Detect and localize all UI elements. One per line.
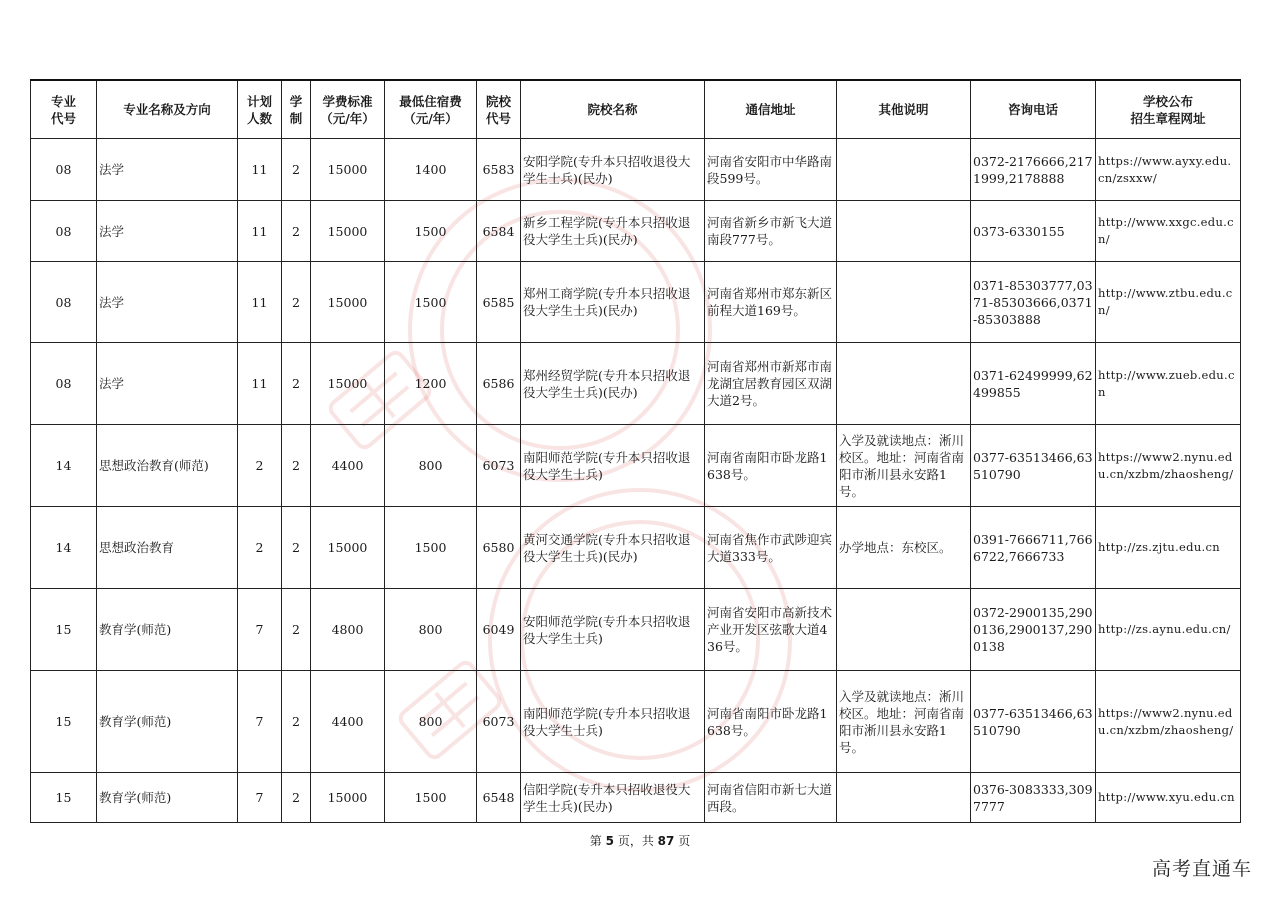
plan-count-cell: 2: [238, 425, 282, 507]
table-body: [31, 139, 1241, 823]
current-page: 5: [605, 834, 614, 848]
school-name-cell: 新乡工程学院(专升本只招收退役大学生士兵)(民办): [521, 201, 705, 262]
note-cell: 办学地点：东校区。: [837, 507, 971, 589]
duration-cell: 2: [282, 139, 311, 201]
footer-prefix: 第: [589, 834, 602, 848]
duration-cell: 2: [282, 425, 311, 507]
header-row: [31, 80, 1241, 139]
school-name-cell: 安阳师范学院(专升本只招收退役大学生士兵): [521, 589, 705, 671]
column-header: [521, 80, 705, 139]
lodging-fee-cell: 1500: [385, 262, 477, 343]
school-code-cell: 6049: [477, 589, 521, 671]
table-row: [31, 671, 1241, 773]
phone-cell: 0371-62499999,62499855: [971, 343, 1096, 425]
school-code-cell: 6073: [477, 425, 521, 507]
total-pages: 87: [657, 834, 675, 848]
header-line: （元/年）: [320, 110, 375, 126]
phone-cell: 0377-63513466,63510790: [971, 425, 1096, 507]
lodging-fee-cell: 1500: [385, 201, 477, 262]
school-name-cell: 信阳学院(专升本只招收退役大学生士兵)(民办): [521, 773, 705, 823]
school-code-cell: 6073: [477, 671, 521, 773]
note-cell: [837, 139, 971, 201]
note-cell: 入学及就读地点：淅川校区。地址：河南省南阳市淅川县永安路1号。: [837, 425, 971, 507]
header-line: （元/年）: [403, 110, 458, 126]
note-cell: [837, 773, 971, 823]
tuition-cell: 15000: [311, 262, 385, 343]
header-line: 院校名称: [587, 102, 638, 117]
major-name-cell: 思想政治教育(师范): [97, 425, 238, 507]
header-line: 招生章程网址: [1130, 110, 1206, 126]
major-name-cell: 法学: [97, 139, 238, 201]
lodging-fee-cell: 800: [385, 425, 477, 507]
column-header: [837, 80, 971, 139]
duration-cell: 2: [282, 201, 311, 262]
school-code-cell: 6584: [477, 201, 521, 262]
plan-count-cell: 11: [238, 262, 282, 343]
column-header: [1096, 80, 1241, 139]
header-line: 学校公布: [1142, 93, 1193, 109]
duration-cell: 2: [282, 262, 311, 343]
plan-count-cell: 7: [238, 671, 282, 773]
address-cell: 河南省安阳市高新技术产业开发区弦歌大道436号。: [705, 589, 837, 671]
tuition-cell: 4400: [311, 671, 385, 773]
column-header: [971, 80, 1096, 139]
note-cell: [837, 262, 971, 343]
url-cell: http://zs.aynu.edu.cn/: [1096, 589, 1241, 671]
phone-cell: 0377-63513466,63510790: [971, 671, 1096, 773]
lodging-fee-cell: 800: [385, 671, 477, 773]
major-code-cell: 08: [31, 343, 97, 425]
major-code-cell: 14: [31, 425, 97, 507]
major-code-cell: 15: [31, 589, 97, 671]
url-cell: https://www2.nynu.edu.cn/xzbm/zhaosheng/: [1096, 425, 1241, 507]
header-line: 专业: [50, 93, 76, 109]
lodging-fee-cell: 1500: [385, 507, 477, 589]
address-cell: 河南省郑州市新郑市南龙湖宜居教育园区双湖大道2号。: [705, 343, 837, 425]
header-line: 其他说明: [878, 102, 929, 117]
header-line: 学: [289, 93, 303, 109]
school-name-cell: 安阳学院(专升本只招收退役大学生士兵)(民办): [521, 139, 705, 201]
table-row: [31, 262, 1241, 343]
school-code-cell: 6580: [477, 507, 521, 589]
column-header: [311, 80, 385, 139]
phone-cell: 0373-6330155: [971, 201, 1096, 262]
note-cell: [837, 589, 971, 671]
header-line: 咨询电话: [1007, 102, 1058, 117]
major-name-cell: 法学: [97, 343, 238, 425]
plan-count-cell: 11: [238, 201, 282, 262]
tuition-cell: 15000: [311, 139, 385, 201]
tuition-cell: 15000: [311, 773, 385, 823]
url-cell: http://www.xyu.edu.cn: [1096, 773, 1241, 823]
phone-cell: 0376-3083333,3097777: [971, 773, 1096, 823]
address-cell: 河南省南阳市卧龙路1638号。: [705, 425, 837, 507]
header-line: 学费标准: [322, 93, 373, 109]
major-code-cell: 08: [31, 139, 97, 201]
major-name-cell: 法学: [97, 201, 238, 262]
table-row: [31, 589, 1241, 671]
header-line: 专业名称及方向: [123, 102, 211, 117]
tuition-cell: 15000: [311, 507, 385, 589]
header-line: 代号: [50, 110, 76, 126]
duration-cell: 2: [282, 507, 311, 589]
major-name-cell: 教育学(师范): [97, 671, 238, 773]
footer-suffix: 页: [678, 834, 691, 848]
column-header: [477, 80, 521, 139]
tuition-cell: 15000: [311, 343, 385, 425]
column-header: [97, 80, 238, 139]
header-line: 院校: [485, 93, 511, 109]
address-cell: 河南省信阳市新七大道西段。: [705, 773, 837, 823]
school-name-cell: 南阳师范学院(专升本只招收退役大学生士兵): [521, 425, 705, 507]
column-header: [385, 80, 477, 139]
phone-cell: 0371-85303777,0371-85303666,0371-85303888: [971, 262, 1096, 343]
tuition-cell: 4800: [311, 589, 385, 671]
address-cell: 河南省南阳市卧龙路1638号。: [705, 671, 837, 773]
note-cell: [837, 201, 971, 262]
plan-count-cell: 7: [238, 773, 282, 823]
plan-count-cell: 11: [238, 343, 282, 425]
url-cell: https://www2.nynu.edu.cn/xzbm/zhaosheng/: [1096, 671, 1241, 773]
duration-cell: 2: [282, 773, 311, 823]
duration-cell: 2: [282, 671, 311, 773]
table-row: [31, 773, 1241, 823]
url-cell: http://www.xxgc.edu.cn/: [1096, 201, 1241, 262]
column-header: [705, 80, 837, 139]
duration-cell: 2: [282, 589, 311, 671]
footer-middle: 页，共: [617, 834, 654, 848]
school-code-cell: 6586: [477, 343, 521, 425]
header-line: 通信地址: [745, 102, 796, 117]
major-code-cell: 08: [31, 262, 97, 343]
tuition-cell: 15000: [311, 201, 385, 262]
school-name-cell: 黄河交通学院(专升本只招收退役大学生士兵)(民办): [521, 507, 705, 589]
address-cell: 河南省焦作市武陟迎宾大道333号。: [705, 507, 837, 589]
table-row: [31, 201, 1241, 262]
major-name-cell: 教育学(师范): [97, 773, 238, 823]
major-code-cell: 15: [31, 773, 97, 823]
major-code-cell: 08: [31, 201, 97, 262]
major-name-cell: 思想政治教育: [97, 507, 238, 589]
plan-count-cell: 7: [238, 589, 282, 671]
major-name-cell: 法学: [97, 262, 238, 343]
school-code-cell: 6583: [477, 139, 521, 201]
lodging-fee-cell: 800: [385, 589, 477, 671]
major-code-cell: 15: [31, 671, 97, 773]
column-header: [31, 80, 97, 139]
url-cell: https://www.ayxy.edu.cn/zsxxw/: [1096, 139, 1241, 201]
table-row: [31, 139, 1241, 201]
brand-label: 高考直通车: [1151, 858, 1252, 880]
major-name-cell: 教育学(师范): [97, 589, 238, 671]
school-code-cell: 6585: [477, 262, 521, 343]
header-line: 人数: [246, 110, 272, 126]
major-code-cell: 14: [31, 507, 97, 589]
header-line: 代号: [485, 110, 511, 126]
plan-count-cell: 2: [238, 507, 282, 589]
page-footer: [0, 832, 1280, 849]
column-header: [282, 80, 311, 139]
address-cell: 河南省安阳市中华路南段599号。: [705, 139, 837, 201]
duration-cell: 2: [282, 343, 311, 425]
school-code-cell: 6548: [477, 773, 521, 823]
note-cell: [837, 343, 971, 425]
phone-cell: 0372-2176666,2171999,2178888: [971, 139, 1096, 201]
phone-cell: 0372-2900135,2900136,2900137,2900138: [971, 589, 1096, 671]
table-row: [31, 507, 1241, 589]
url-cell: http://www.zueb.edu.cn: [1096, 343, 1241, 425]
note-cell: 入学及就读地点：淅川校区。地址：河南省南阳市淅川县永安路1号。: [837, 671, 971, 773]
column-header: [238, 80, 282, 139]
lodging-fee-cell: 1200: [385, 343, 477, 425]
lodging-fee-cell: 1500: [385, 773, 477, 823]
school-name-cell: 郑州工商学院(专升本只招收退役大学生士兵)(民办): [521, 262, 705, 343]
address-cell: 河南省郑州市郑东新区前程大道169号。: [705, 262, 837, 343]
table-row: [31, 425, 1241, 507]
phone-cell: 0391-7666711,7666722,7666733: [971, 507, 1096, 589]
school-name-cell: 郑州经贸学院(专升本只招收退役大学生士兵)(民办): [521, 343, 705, 425]
table-row: [31, 343, 1241, 425]
tuition-cell: 4400: [311, 425, 385, 507]
url-cell: http://zs.zjtu.edu.cn: [1096, 507, 1241, 589]
admission-table: [30, 79, 1241, 823]
header-line: 制: [289, 110, 303, 126]
lodging-fee-cell: 1400: [385, 139, 477, 201]
header-line: 最低住宿费: [399, 93, 462, 109]
school-name-cell: 南阳师范学院(专升本只招收退役大学生士兵): [521, 671, 705, 773]
header-line: 计划: [246, 93, 272, 109]
plan-count-cell: 11: [238, 139, 282, 201]
address-cell: 河南省新乡市新飞大道南段777号。: [705, 201, 837, 262]
url-cell: http://www.ztbu.edu.cn/: [1096, 262, 1241, 343]
